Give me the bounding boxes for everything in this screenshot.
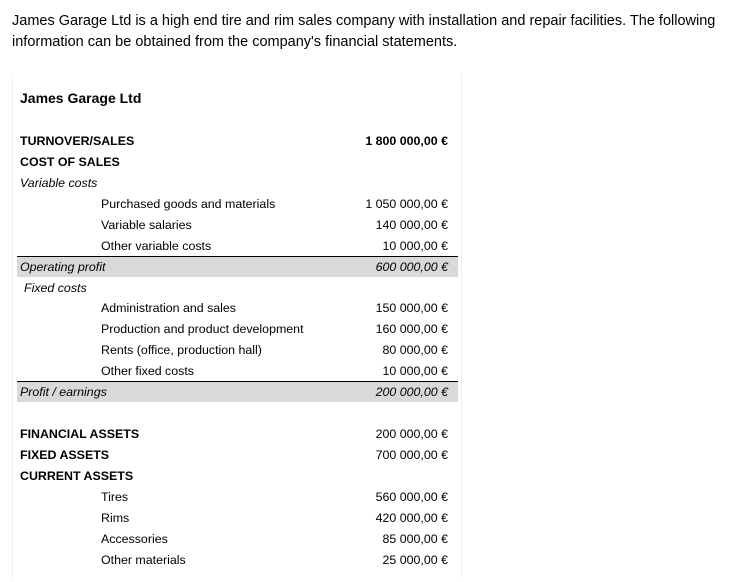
row-variable-salaries: [17, 215, 458, 235]
row-label: Purchased goods and materials: [101, 197, 276, 211]
row-label: Rents (office, production hall): [101, 343, 262, 357]
row-value: 200 000,00 €: [375, 427, 448, 441]
row-fixed-assets: [17, 445, 458, 465]
row-value: 150 000,00 €: [375, 301, 448, 315]
row-value: 420 000,00 €: [375, 511, 448, 525]
row-operating-profit: [17, 256, 458, 277]
intro-paragraph: James Garage Ltd is a high end tire and rim sales company with installation and repair facilities. The following information can be obtained from the company's financial statements.: [12, 13, 716, 50]
row-value: 10 000,00 €: [382, 239, 448, 253]
row-label: Other fixed costs: [101, 364, 194, 378]
row-value: 1 800 000,00 €: [365, 134, 448, 148]
row-label: CURRENT ASSETS: [20, 469, 134, 483]
row-label: Production and product development: [101, 322, 304, 336]
row-purchased-goods: [17, 194, 458, 214]
row-current-assets: [17, 466, 458, 486]
row-label: Accessories: [101, 532, 168, 546]
row-value: 85 000,00 €: [382, 532, 448, 546]
row-label: Variable salaries: [101, 218, 192, 232]
row-value: 25 000,00 €: [382, 553, 448, 567]
row-value: 700 000,00 €: [375, 448, 448, 462]
row-label: Other variable costs: [101, 239, 212, 253]
row-value: 600 000,00 €: [375, 260, 448, 274]
row-value: 160 000,00 €: [375, 322, 448, 336]
company-title: James Garage Ltd: [20, 90, 142, 106]
row-label: Tires: [101, 490, 129, 504]
row-production: [17, 319, 458, 339]
row-other-variable-costs: [17, 236, 458, 256]
row-label: Other materials: [101, 553, 186, 567]
row-accessories: [17, 529, 458, 549]
row-label: COST OF SALES: [20, 155, 120, 169]
row-value: 10 000,00 €: [382, 364, 448, 378]
row-value: 1 050 000,00 €: [365, 197, 448, 211]
row-label: Rims: [101, 511, 130, 525]
row-cost-of-sales: [17, 152, 458, 172]
row-financial-assets: [17, 424, 458, 444]
row-label: FINANCIAL ASSETS: [20, 427, 140, 441]
row-label: FIXED ASSETS: [20, 448, 110, 462]
row-label: Operating profit: [20, 260, 106, 274]
row-label: Profit / earnings: [20, 385, 107, 399]
row-rims: [17, 508, 458, 528]
row-label: Fixed costs: [24, 281, 87, 295]
row-profit-earnings: [17, 381, 458, 402]
row-label: Administration and sales: [101, 301, 236, 315]
row-other-fixed-costs: [17, 361, 458, 381]
row-label: Variable costs: [20, 176, 98, 190]
row-fixed-costs: [17, 278, 458, 298]
row-value: 200 000,00 €: [375, 385, 448, 399]
row-value: 140 000,00 €: [375, 218, 448, 232]
row-tires: [17, 487, 458, 507]
row-value: 560 000,00 €: [375, 490, 448, 504]
row-turnover: [17, 131, 458, 151]
row-rents: [17, 340, 458, 360]
row-label: TURNOVER/SALES: [20, 134, 135, 148]
row-other-materials: [17, 550, 458, 570]
row-value: 80 000,00 €: [382, 343, 448, 357]
row-administration: [17, 298, 458, 318]
row-variable-costs: [17, 173, 458, 193]
